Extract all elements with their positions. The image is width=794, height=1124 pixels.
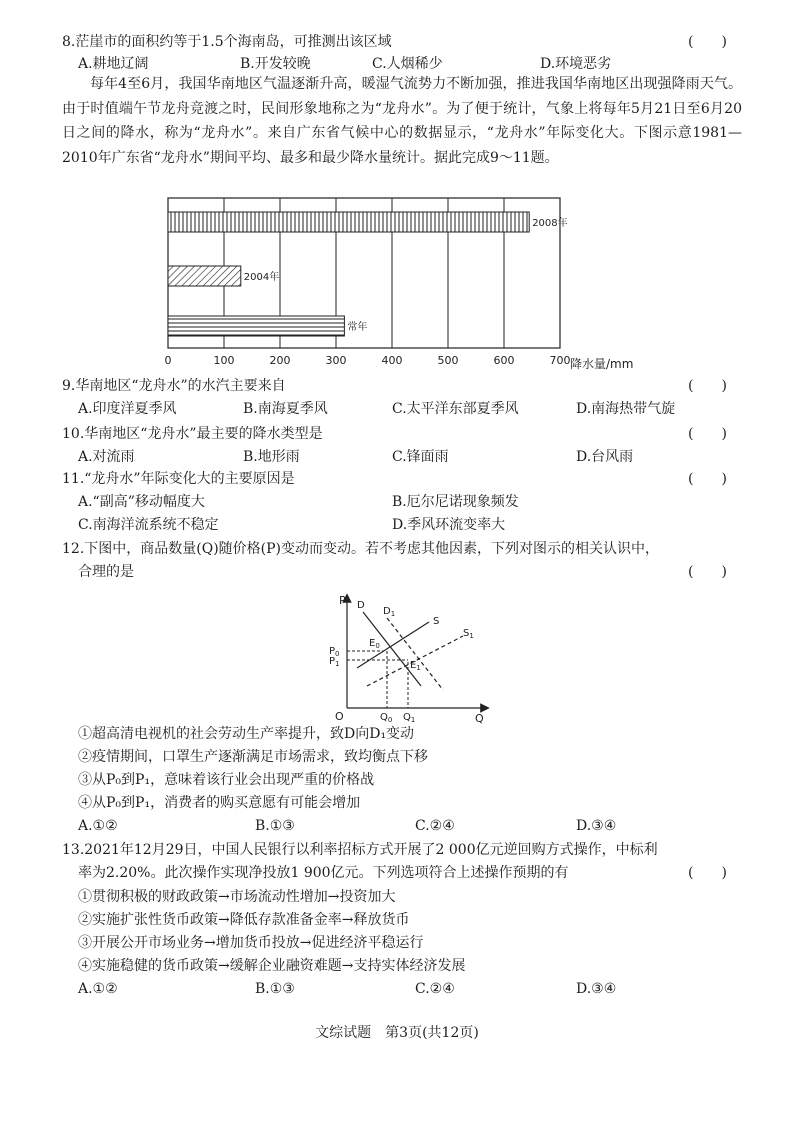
q12-stem-line1: 12.下图中，商品数量(Q)随价格(P)变动而变动。若不考虑其他因素，下列对图示的相关认识中， [62,541,660,557]
label-s1: $S_1$ [463,628,474,640]
q9-answer-paren: ( ) [688,378,727,394]
q12-item-1: ①超高清电视机的社会劳动生产率提升，致D向D₁变动 [78,726,415,742]
x-tick-label: 500 [437,354,459,367]
q8-stem: 8.茫崖市的面积约等于1.5个海南岛，可推测出该区域 [62,34,392,50]
p-axis-label: P [339,594,346,607]
q10-answer-paren: ( ) [688,426,727,442]
supply-demand-graph [325,590,495,725]
bar-label: 2004年 [243,272,280,283]
q12-answer-paren: ( ) [688,564,727,580]
q11-option-c: C.南海洋流系统不稳定 [78,517,219,533]
x-tick-label: 700 [549,354,571,367]
material-paragraph [62,72,742,170]
q12-item-2: ②疫情期间，口罩生产逐渐满足市场需求，致均衡点下移 [78,749,428,765]
label-q0: $Q_0$ [380,712,393,724]
q10-option-d: D.台风雨 [576,449,634,465]
material-text: 每年4至6月，我国华南地区气温逐渐升高，暖湿气流势力不断加强，推进我国华南地区出现强降雨天气。由于时值端午节龙舟竞渡之时，民间形象地称之为“龙舟水”。为了便于统计，气象上将每年5月21日至6月20日之间的降水，称为“龙舟水”。来自广东省气候中心的数据显示，“龙舟水”年际变化大。下图示意1981—2010年广东省“龙舟水”期间平均、最多和最少降水量统计。据此完成9～11题。 [62,76,742,166]
q8-option-b: B.开发较晚 [240,56,311,72]
q9-stem: 9.华南地区“龙舟水”的水汽主要来自 [62,378,286,394]
origin-label: O [335,710,344,723]
label-s: S [433,616,440,627]
bar-label: 常年 [347,322,368,333]
q11-option-d: D.季风环流变率大 [392,517,506,533]
label-e1: $E_1$ [410,660,421,672]
q8-option-d: D.环境恶劣 [540,56,612,72]
q13-answer-paren: ( ) [688,865,727,881]
bar-1 [168,266,241,286]
q13-stem-line1: 13.2021年12月29日，中国人民银行以利率招标方式开展了2 000亿元逆回购方式操作，中标利 [62,842,658,858]
label-d1: $D_1$ [383,606,396,618]
q12-stem-line2: 合理的是 [78,564,134,580]
q10-option-b: B.地形雨 [243,449,300,465]
bar-0 [168,212,529,232]
q12-item-4: ④从P₀到P₁，消费者的购买意愿有可能会增加 [78,795,361,811]
label-q1: $Q_1$ [403,712,416,724]
q13-option-a: A.①② [78,981,118,997]
demand-curve [363,612,421,686]
q9-option-c: C.太平洋东部夏季风 [392,401,519,417]
x-tick-label: 600 [493,354,515,367]
q11-option-b: B.厄尔尼诺现象频发 [392,494,519,510]
q13-option-b: B.①③ [255,981,295,997]
x-tick-label: 300 [325,354,347,367]
x-tick-label: 200 [269,354,291,367]
q11-answer-paren: ( ) [688,471,727,487]
q9-option-b: B.南海夏季风 [243,401,328,417]
q13-stem-line2: 率为2.20%。此次操作实现净投放1 900亿元。下列选项符合上述操作预期的有 [78,865,569,881]
q11-option-a: A.“副高”移动幅度大 [78,494,205,510]
q12-option-b: B.①③ [255,818,295,834]
q13-item-4: ④实施稳健的货币政策→缓解企业融资难题→支持实体经济发展 [78,958,466,974]
q12-item-3: ③从P₀到P₁，意味着该行业会出现严重的价格战 [78,772,375,788]
q12-option-c: C.②④ [415,818,455,834]
q13-item-2: ②实施扩张性货币政策→降低存款准备金率→释放货币 [78,912,410,928]
q10-option-c: C.锋面雨 [392,449,449,465]
q13-option-c: C.②④ [415,981,455,997]
page-footer: 文综试题 第3页(共12页) [315,1025,479,1041]
label-p0: $P_0$ [329,646,340,658]
q10-option-a: A.对流雨 [78,449,135,465]
q13-item-3: ③开展公开市场业务→增加货币投放→促进经济平稳运行 [78,935,424,951]
x-tick-label: 400 [381,354,403,367]
q12-option-d: D.③④ [576,818,617,834]
label-p1: $P_1$ [329,656,340,668]
q12-option-a: A.①② [78,818,118,834]
supply-curve [357,622,429,668]
q8-option-c: C.人烟稀少 [372,56,443,72]
x-tick-label: 0 [164,354,172,367]
bar-2 [168,316,344,336]
q-axis-label: Q [475,712,484,725]
bar-label: 2008年 [532,218,568,229]
q13-item-1: ①贯彻积极的财政政策→市场流动性增加→投资加大 [78,889,396,905]
label-e0: $E_0$ [369,638,380,650]
label-d: D [357,600,365,611]
x-axis-label: 降水量/mm [570,357,634,371]
q8-option-a: A.耕地辽阔 [78,56,149,72]
q11-stem: 11.“龙舟水”年际变化大的主要原因是 [62,471,295,487]
rainfall-chart [150,190,710,380]
q9-option-a: A.印度洋夏季风 [78,401,177,417]
q8-answer-paren: ( ) [688,34,727,50]
q9-option-d: D.南海热带气旋 [576,401,676,417]
q13-option-d: D.③④ [576,981,617,997]
x-tick-label: 100 [213,354,235,367]
q10-stem: 10.华南地区“龙舟水”最主要的降水类型是 [62,426,323,442]
